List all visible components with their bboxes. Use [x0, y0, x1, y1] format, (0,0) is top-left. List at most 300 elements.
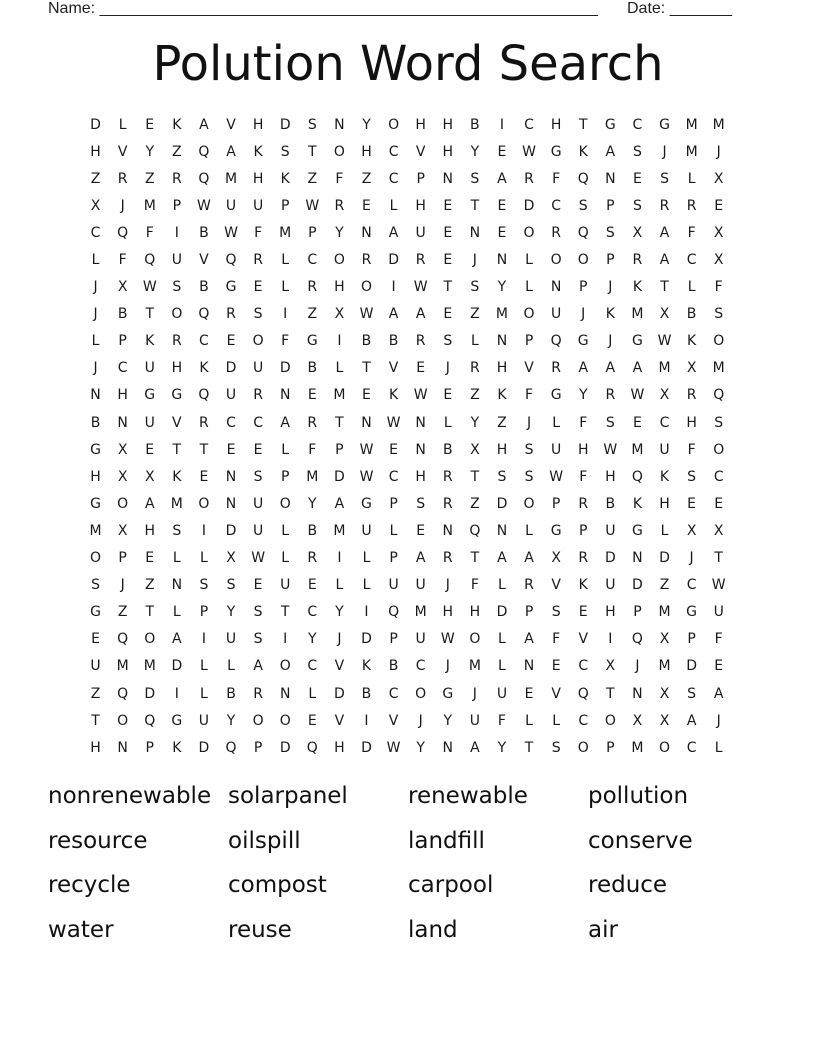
grid-letter: S [551, 739, 561, 756]
grid-letter: W [603, 441, 618, 458]
grid-letter: X [551, 550, 561, 567]
grid-letter: Q [631, 468, 643, 485]
grid-letter: X [713, 252, 724, 269]
grid-letter: A [415, 306, 426, 323]
grid-letter: O [523, 495, 535, 512]
grid-letter: Q [225, 739, 237, 756]
grid-letter: K [687, 333, 697, 350]
grid-letter: S [497, 468, 507, 485]
grid-letter: P [579, 522, 588, 539]
grid-letter: E [714, 658, 724, 675]
grid-letter: H [469, 604, 481, 621]
grid-letter: O [117, 495, 129, 512]
grid-letter: M [658, 658, 671, 675]
grid-letter: F [145, 224, 154, 241]
grid-letter: I [391, 279, 396, 296]
grid-letter: H [442, 143, 454, 160]
grid-letter: J [689, 550, 694, 567]
grid-letter: V [334, 658, 345, 675]
grid-letter: K [659, 468, 670, 485]
grid-letter: S [91, 577, 100, 594]
grid-letter: R [469, 360, 480, 377]
grid-letter: Y [578, 387, 588, 404]
grid-letter: H [496, 441, 508, 458]
grid-letter: L [498, 631, 506, 648]
grid-letter: C [307, 604, 318, 621]
grid-letter: A [199, 116, 209, 133]
grid-letter: S [632, 197, 642, 214]
grid-letter: O [171, 306, 183, 323]
grid-letter: C [307, 252, 318, 269]
grid-letter: P [524, 333, 534, 350]
grid-letter: Q [117, 224, 129, 241]
grid-letter: M [116, 658, 129, 675]
grid-letter: M [685, 143, 698, 160]
grid-letter: G [144, 387, 156, 404]
grid-letter: R [578, 495, 589, 512]
grid-letter: W [251, 550, 266, 567]
grid-letter: S [253, 631, 263, 648]
grid-letter: B [388, 658, 399, 675]
grid-letter: E [307, 577, 317, 594]
grid-letter: O [117, 712, 129, 729]
grid-letter: P [633, 604, 642, 621]
grid-letter: E [443, 197, 453, 214]
grid-letter: E [362, 387, 371, 404]
grid-letter: Q [198, 306, 210, 323]
grid-letter: C [388, 170, 399, 187]
grid-letter: K [172, 739, 182, 756]
grid-letter: S [551, 604, 561, 621]
grid-letter: H [605, 468, 616, 485]
grid-letter: U [144, 414, 155, 431]
word-bank-item: oilspill [228, 827, 301, 854]
word-bank-item: pollution [588, 783, 689, 809]
grid-letter: T [660, 279, 669, 296]
grid-letter: N [496, 522, 508, 539]
grid-letter: S [714, 414, 724, 431]
grid-letter: H [171, 360, 183, 377]
grid-letter: I [337, 333, 342, 350]
grid-letter: D [225, 360, 237, 377]
grid-letter: D [388, 252, 399, 269]
grid-letter: A [470, 739, 480, 756]
grid-letter: M [143, 658, 156, 675]
grid-letter: R [524, 170, 534, 187]
grid-letter: A [713, 685, 724, 702]
grid-letter: J [608, 279, 613, 296]
grid-letter: S [253, 306, 263, 323]
grid-letter: F [552, 631, 561, 648]
grid-letter: M [685, 116, 698, 133]
grid-letter: B [388, 333, 399, 350]
grid-letter: C [686, 739, 697, 756]
grid-letter: P [524, 604, 534, 621]
grid-letter: C [578, 658, 589, 675]
grid-letter: F [579, 468, 588, 485]
grid-letter: Z [497, 414, 507, 431]
grid-letter: N [225, 495, 237, 512]
grid-letter: O [604, 712, 616, 729]
grid-letter: K [172, 116, 182, 133]
grid-letter: E [145, 116, 155, 133]
grid-letter: P [606, 197, 615, 214]
grid-letter: N [469, 224, 481, 241]
grid-letter: W [359, 468, 374, 485]
word-bank-item: water [48, 916, 114, 943]
grid-letter: P [280, 197, 290, 214]
grid-letter: A [632, 360, 643, 377]
grid-letter: T [308, 143, 317, 160]
grid-letter: A [497, 550, 507, 567]
grid-letter: M [712, 116, 725, 133]
grid-letter: N [171, 577, 183, 594]
grid-letter: S [253, 604, 263, 621]
grid-letter: L [525, 279, 533, 296]
grid-letter: G [686, 604, 698, 621]
grid-letter: O [577, 739, 589, 756]
grid-letter: E [632, 170, 642, 187]
grid-letter: N [632, 685, 643, 702]
grid-letter: W [711, 577, 726, 594]
grid-letter: P [687, 631, 696, 648]
grid-letter: J [120, 197, 125, 214]
grid-letter: C [117, 360, 128, 377]
grid-letter: R [659, 197, 670, 214]
grid-letter: Y [470, 414, 480, 431]
grid-letter: S [199, 577, 209, 594]
grid-letter: V [415, 143, 426, 160]
grid-letter: S [524, 441, 534, 458]
grid-letter: C [307, 658, 318, 675]
grid-letter: F [552, 170, 561, 187]
word-bank-item: solarpanel [228, 783, 348, 809]
grid-letter: P [389, 550, 398, 567]
grid-letter: I [608, 631, 613, 648]
grid-letter: U [469, 712, 480, 729]
grid-letter: C [632, 116, 643, 133]
grid-letter: G [90, 495, 101, 512]
grid-letter: M [89, 522, 102, 539]
grid-letter: F [714, 631, 723, 648]
grid-letter: S [687, 468, 697, 485]
grid-letter: O [144, 631, 156, 648]
grid-letter: O [252, 712, 264, 729]
grid-letter: B [226, 685, 236, 702]
grid-letter: H [415, 197, 426, 214]
grid-letter: X [117, 279, 128, 296]
grid-letter: X [144, 468, 155, 485]
grid-letter: Z [90, 170, 101, 187]
grid-letter: K [199, 360, 209, 377]
grid-letter: G [550, 522, 562, 539]
grid-letter: N [496, 252, 508, 269]
grid-letter: T [145, 604, 155, 621]
grid-letter: C [713, 468, 724, 485]
grid-letter: Q [117, 685, 129, 702]
grid-letter: J [418, 712, 423, 729]
grid-letter: R [605, 387, 616, 404]
grid-letter: Q [198, 387, 210, 404]
grid-letter: S [714, 306, 724, 323]
grid-letter: T [172, 441, 182, 458]
grid-letter: T [335, 414, 344, 431]
grid-letter: X [632, 224, 643, 241]
grid-letter: L [470, 333, 479, 350]
grid-letter: D [198, 739, 210, 756]
grid-letter: W [197, 197, 211, 214]
grid-letter: D [496, 604, 508, 621]
grid-letter: M [279, 224, 292, 241]
grid-letter: R [551, 224, 561, 241]
grid-letter: E [253, 577, 263, 594]
grid-letter: D [144, 685, 156, 702]
grid-letter: N [442, 739, 453, 756]
grid-letter: A [659, 252, 670, 269]
grid-letter: R [199, 414, 209, 431]
grid-letter: P [253, 739, 263, 756]
grid-letter: E [253, 279, 263, 296]
grid-letter: H [577, 441, 589, 458]
grid-letter: L [91, 252, 100, 269]
grid-letter: Q [469, 522, 481, 539]
grid-letter: G [631, 522, 643, 539]
grid-letter: Z [172, 143, 182, 160]
grid-letter: K [632, 279, 643, 296]
grid-letter: U [198, 712, 210, 729]
grid-letter: N [279, 387, 291, 404]
grid-letter: H [415, 468, 426, 485]
word-bank-item: conserve [588, 827, 693, 854]
grid-letter: K [280, 170, 290, 187]
grid-letter: K [388, 387, 399, 404]
grid-letter: S [226, 577, 236, 594]
grid-letter: N [334, 116, 345, 133]
grid-letter: V [172, 414, 182, 431]
grid-letter: P [172, 197, 182, 214]
grid-letter: B [470, 116, 480, 133]
grid-letter: K [578, 143, 588, 160]
grid-letter: X [686, 360, 697, 377]
grid-letter: H [361, 143, 372, 160]
grid-letter: N [117, 414, 128, 431]
grid-letter: T [470, 197, 480, 214]
grid-letter: O [713, 333, 725, 350]
grid-letter: P [551, 495, 561, 512]
grid-letter: D [361, 631, 372, 648]
grid-letter: G [90, 441, 101, 458]
grid-letter: Y [497, 279, 507, 296]
grid-letter: E [307, 387, 317, 404]
grid-letter: O [90, 550, 102, 567]
grid-letter: Q [631, 631, 643, 648]
grid-letter: O [469, 631, 481, 648]
grid-letter: M [631, 441, 644, 458]
grid-letter: C [415, 658, 426, 675]
grid-letter: O [523, 224, 535, 241]
grid-letter: J [472, 685, 477, 702]
grid-letter: A [497, 170, 507, 187]
grid-letter: P [579, 279, 588, 296]
grid-letter: Q [144, 252, 156, 269]
grid-letter: C [686, 577, 697, 594]
grid-letter: W [305, 197, 320, 214]
grid-letter: B [686, 306, 697, 323]
grid-letter: A [226, 143, 236, 160]
grid-letter: R [524, 577, 534, 594]
grid-letter: L [498, 658, 506, 675]
grid-letter: B [199, 224, 209, 241]
grid-letter: D [334, 685, 345, 702]
grid-letter: B [361, 685, 372, 702]
grid-letter: W [386, 414, 401, 431]
grid-letter: L [714, 739, 723, 756]
grid-letter: J [120, 577, 125, 594]
grid-letter: J [608, 333, 613, 350]
grid-letter: P [118, 333, 127, 350]
grid-letter: V [551, 577, 561, 594]
grid-letter: V [388, 712, 399, 729]
grid-letter: U [659, 441, 670, 458]
grid-letter: R [551, 360, 561, 377]
grid-letter: S [443, 333, 453, 350]
grid-letter: I [174, 224, 179, 241]
grid-letter: V [226, 116, 236, 133]
grid-letter: R [307, 414, 318, 431]
grid-letter: O [360, 279, 372, 296]
grid-letter: T [91, 712, 100, 729]
grid-letter: N [225, 468, 237, 485]
grid-letter: Y [335, 224, 344, 241]
grid-letter: U [252, 360, 264, 377]
grid-letter: Q [306, 739, 318, 756]
grid-letter: D [225, 522, 237, 539]
grid-letter: X [713, 170, 724, 187]
word-bank-item: nonrenewable [48, 783, 212, 809]
grid-letter: A [605, 360, 616, 377]
grid-letter: V [199, 252, 209, 269]
grid-letter: B [199, 279, 209, 296]
grid-letter: H [144, 522, 155, 539]
grid-letter: S [416, 495, 426, 512]
grid-letter: I [201, 631, 206, 648]
grid-letter: S [578, 197, 588, 214]
grid-letter: Z [90, 685, 101, 702]
grid-letter: N [442, 522, 453, 539]
grid-letter: T [362, 360, 371, 377]
grid-letter: Q [225, 252, 237, 269]
grid-letter: E [443, 387, 453, 404]
grid-letter: K [578, 577, 588, 594]
grid-letter: M [333, 387, 346, 404]
grid-letter: R [442, 550, 453, 567]
grid-letter: C [253, 414, 263, 431]
grid-letter: Q [144, 712, 156, 729]
word-bank-item: reduce [588, 872, 668, 898]
grid-letter: D [659, 550, 670, 567]
grid-letter: P [606, 739, 615, 756]
grid-letter: A [524, 550, 534, 567]
grid-letter: M [224, 170, 238, 187]
grid-letter: A [388, 306, 399, 323]
grid-letter: M [658, 604, 671, 621]
grid-letter: G [171, 387, 183, 404]
grid-letter: H [550, 116, 562, 133]
grid-letter: O [279, 658, 291, 675]
grid-letter: E [253, 441, 263, 458]
grid-letter: C [199, 333, 209, 350]
grid-letter: F [118, 252, 127, 269]
grid-letter: V [117, 143, 128, 160]
grid-letter: T [145, 306, 155, 323]
grid-letter: E [145, 550, 155, 567]
grid-letter: X [659, 306, 670, 323]
grid-letter: K [605, 306, 615, 323]
grid-letter: L [227, 658, 235, 675]
grid-letter: H [90, 739, 101, 756]
grid-letter: U [415, 577, 426, 594]
word-bank-item: landfill [408, 827, 485, 854]
grid-letter: S [687, 685, 697, 702]
grid-letter: T [524, 739, 534, 756]
grid-letter: A [172, 631, 182, 648]
grid-letter: E [443, 252, 453, 269]
grid-letter: W [142, 279, 157, 296]
grid-letter: Z [307, 170, 318, 187]
grid-letter: S [172, 279, 182, 296]
grid-letter: F [308, 441, 317, 458]
grid-letter: C [578, 712, 589, 729]
grid-letter: Q [388, 604, 400, 621]
grid-letter: T [199, 441, 209, 458]
grid-letter: T [714, 550, 723, 567]
grid-letter: X [117, 468, 128, 485]
grid-letter: E [91, 631, 100, 648]
grid-letter: P [606, 252, 615, 269]
grid-letter: Q [577, 685, 589, 702]
grid-letter: X [659, 685, 670, 702]
date-field-label: Date: _______ [627, 0, 732, 17]
grid-letter: O [279, 712, 291, 729]
grid-letter: B [307, 522, 318, 539]
grid-letter: U [90, 658, 101, 675]
grid-letter: W [386, 739, 401, 756]
grid-letter: X [659, 631, 670, 648]
grid-letter: M [631, 306, 644, 323]
grid-letter: G [659, 116, 670, 133]
grid-letter: E [145, 441, 155, 458]
grid-letter: F [579, 414, 588, 431]
grid-letter: R [442, 495, 453, 512]
grid-letter: A [659, 224, 670, 241]
grid-letter: E [578, 604, 588, 621]
grid-letter: H [334, 739, 345, 756]
grid-letter: F [687, 224, 696, 241]
grid-letter: N [415, 441, 426, 458]
grid-letter: N [415, 414, 426, 431]
grid-letter: S [660, 170, 669, 187]
grid-letter: X [713, 224, 724, 241]
grid-letter: Z [307, 306, 318, 323]
grid-letter: Z [144, 577, 155, 594]
grid-letter: A [686, 712, 697, 729]
grid-letter: F [687, 441, 696, 458]
page-title: Polution Word Search [152, 36, 664, 92]
grid-letter: Y [497, 739, 507, 756]
grid-letter: H [90, 468, 101, 485]
grid-letter: W [657, 333, 672, 350]
grid-letter: J [445, 658, 450, 675]
